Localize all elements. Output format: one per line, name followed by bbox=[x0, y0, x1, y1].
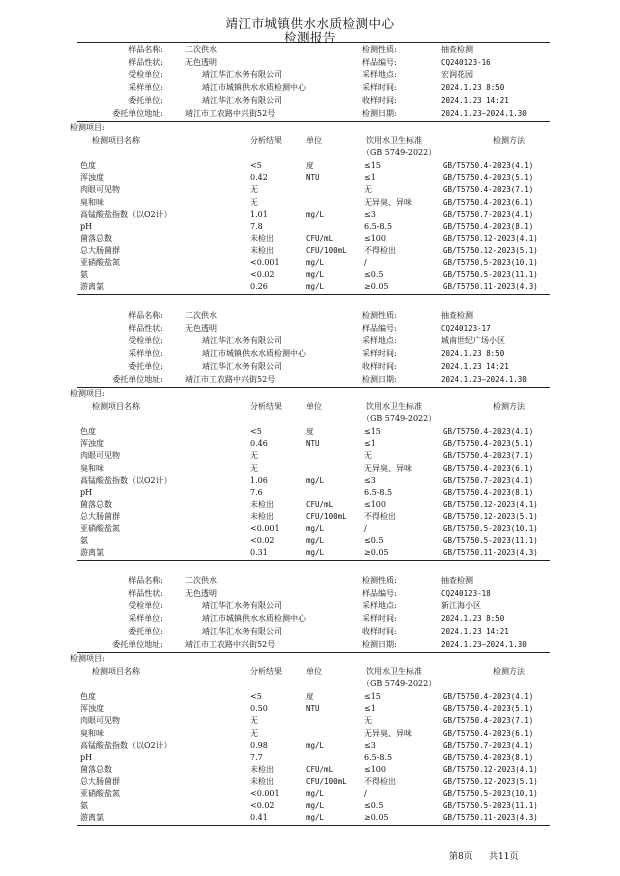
cell-standard: ≤3 bbox=[364, 209, 376, 219]
info-value-sample-name: 二次供水 bbox=[185, 45, 217, 54]
column-header-item: 检测项目名称 bbox=[92, 136, 140, 146]
cell-item-name: 菌落总数 bbox=[80, 233, 112, 243]
report-section bbox=[0, 575, 620, 825]
cell-item-name: pH bbox=[80, 752, 93, 762]
info-label-test-type: 检测性质: bbox=[362, 576, 397, 585]
cell-method: GB/T5750.5-2023(10.1) bbox=[443, 789, 538, 798]
info-value-sampling-site: 宏润花园 bbox=[441, 70, 473, 80]
cell-method: GB/T5750.5-2023(11.1) bbox=[443, 270, 538, 280]
cell-result: 无 bbox=[250, 185, 258, 195]
cell-unit: mg/L bbox=[306, 548, 325, 558]
cell-standard: ≤1 bbox=[364, 173, 376, 183]
info-label-client-unit: 委托单位: bbox=[128, 95, 163, 105]
column-header-method: 检测方法 bbox=[493, 136, 525, 146]
cell-result: 未检出 bbox=[250, 776, 274, 786]
column-header-standard: 饮用水卫生标准 bbox=[366, 667, 422, 677]
cell-result: 0.98 bbox=[250, 740, 268, 750]
column-header-method: 检测方法 bbox=[493, 402, 525, 412]
cell-standard: 无 bbox=[364, 716, 372, 726]
cell-method: GB/T5750.4-2023(5.1) bbox=[443, 704, 534, 714]
cell-result: 1.01 bbox=[250, 209, 268, 219]
cell-item-name: pH bbox=[80, 487, 93, 497]
cell-result: 7.7 bbox=[250, 752, 263, 762]
cell-item-name: 高锰酸盐指数（以O2计） bbox=[80, 209, 172, 219]
cell-item-name: 总大肠菌群 bbox=[80, 245, 120, 255]
cell-standard: 无 bbox=[364, 185, 372, 195]
info-label-sampling-unit: 采样单位: bbox=[128, 349, 163, 359]
cell-result: 无 bbox=[250, 716, 258, 726]
cell-standard: 无异臭、异味 bbox=[364, 197, 412, 207]
info-label-receive-time: 收样时间: bbox=[362, 626, 397, 636]
info-value-sample-trait: 无色透明 bbox=[185, 588, 217, 598]
cell-method: GB/T5750.4-2023(7.1) bbox=[443, 451, 534, 461]
cell-unit: NTU bbox=[306, 173, 320, 183]
info-value-test-type: 抽查检测 bbox=[441, 45, 473, 54]
cell-item-name: 色度 bbox=[80, 161, 96, 171]
page-number: 第8页 bbox=[449, 852, 473, 862]
cell-method: GB/T5750.7-2023(4.1) bbox=[443, 209, 534, 219]
info-label-sampling-unit: 采样单位: bbox=[128, 83, 163, 93]
info-value-inspected-unit: 靖江华汇水务有限公司 bbox=[202, 70, 282, 80]
cell-unit: mg/L bbox=[306, 282, 325, 292]
cell-result: 未检出 bbox=[250, 764, 274, 774]
column-header-standard-sub: （GB 5749-2022） bbox=[362, 414, 437, 424]
cell-result: <5 bbox=[250, 161, 262, 171]
info-value-receive-time: 2024.1.23 14:21 bbox=[441, 626, 509, 636]
info-label-sampling-time: 采样时间: bbox=[362, 349, 397, 359]
column-header-standard: 饮用水卫生标准 bbox=[366, 136, 422, 146]
cell-item-name: 总大肠菌群 bbox=[80, 776, 120, 786]
cell-method: GB/T5750.4-2023(7.1) bbox=[443, 185, 534, 195]
column-header-standard: 饮用水卫生标准 bbox=[366, 402, 422, 412]
cell-method: GB/T5750.12-2023(4.1) bbox=[443, 764, 538, 774]
report-header-subtitle: 检测报告 bbox=[283, 30, 336, 45]
cell-item-name: 浑浊度 bbox=[80, 173, 104, 183]
cell-unit: 度 bbox=[306, 692, 314, 702]
info-value-test-date: 2024.1.23—2024.1.30 bbox=[441, 108, 527, 118]
info-value-inspected-unit: 靖江华汇水务有限公司 bbox=[202, 601, 282, 611]
cell-standard: ≤15 bbox=[364, 427, 381, 437]
info-value-test-date: 2024.1.23—2024.1.30 bbox=[441, 639, 527, 649]
cell-unit: CFU/mL bbox=[306, 233, 334, 243]
cell-result: 未检出 bbox=[250, 511, 274, 521]
cell-standard: ≤0.5 bbox=[364, 536, 384, 546]
info-value-client-unit: 靖江华汇水务有限公司 bbox=[202, 626, 282, 636]
info-label-sampling-unit: 采样单位: bbox=[128, 614, 163, 624]
cell-item-name: 游离氯 bbox=[80, 813, 104, 823]
info-value-sample-trait: 无色透明 bbox=[185, 57, 217, 67]
cell-unit: 度 bbox=[306, 161, 314, 171]
column-header-unit: 单位 bbox=[306, 136, 322, 146]
cell-unit: mg/L bbox=[306, 270, 325, 280]
info-value-sample-no: CQ240123-17 bbox=[441, 323, 491, 333]
cell-standard: / bbox=[364, 789, 367, 798]
cell-standard: 无异臭、异味 bbox=[364, 728, 412, 738]
cell-item-name: 氨 bbox=[80, 270, 88, 280]
cell-item-name: 亚硝酸盐氮 bbox=[80, 789, 120, 798]
cell-method: GB/T5750.4-2023(4.1) bbox=[443, 427, 534, 437]
info-label-client-address: 委托单位地址: bbox=[112, 108, 163, 118]
info-label-sampling-site: 采样地点: bbox=[362, 601, 397, 611]
cell-item-name: 肉眼可见物 bbox=[80, 185, 120, 195]
info-value-sample-name: 二次供水 bbox=[185, 311, 217, 320]
info-label-sample-trait: 样品性状: bbox=[128, 323, 163, 333]
cell-standard: 无 bbox=[364, 451, 372, 461]
info-label-sample-name: 样品名称: bbox=[128, 311, 163, 320]
cell-method: GB/T5750.12-2023(5.1) bbox=[443, 776, 538, 786]
cell-item-name: 总大肠菌群 bbox=[80, 511, 120, 521]
info-value-client-address: 靖江市工农路中兴街52号 bbox=[185, 639, 276, 649]
info-value-sampling-time: 2024.1.23 8:50 bbox=[441, 83, 505, 93]
report-section bbox=[0, 310, 620, 560]
info-value-sample-trait: 无色透明 bbox=[185, 323, 217, 333]
info-label-inspected-unit: 受检单位: bbox=[128, 336, 163, 346]
info-label-sample-name: 样品名称: bbox=[128, 576, 163, 585]
cell-standard: ≤3 bbox=[364, 475, 376, 485]
section-divider bbox=[77, 825, 550, 826]
info-value-client-address: 靖江市工农路中兴街52号 bbox=[185, 108, 276, 118]
cell-standard: ≥0.05 bbox=[364, 813, 389, 823]
info-label-sample-no: 样品编号: bbox=[362, 588, 397, 598]
cell-method: GB/T5750.5-2023(11.1) bbox=[443, 536, 538, 546]
cell-item-name: 肉眼可见物 bbox=[80, 716, 120, 726]
cell-standard: ≤100 bbox=[364, 233, 386, 243]
cell-item-name: 臭和味 bbox=[80, 463, 104, 473]
cell-standard: 不得检出 bbox=[364, 776, 396, 786]
info-divider bbox=[77, 387, 550, 388]
column-header-result: 分析结果 bbox=[250, 402, 282, 412]
cell-result: 0.31 bbox=[250, 548, 268, 558]
cell-standard: / bbox=[364, 524, 367, 533]
cell-item-name: 肉眼可见物 bbox=[80, 451, 120, 461]
cell-standard: ≥0.05 bbox=[364, 548, 389, 558]
info-value-receive-time: 2024.1.23 14:21 bbox=[441, 95, 509, 105]
cell-item-name: 游离氯 bbox=[80, 548, 104, 558]
cell-standard: ≤0.5 bbox=[364, 801, 384, 811]
cell-result: 0.42 bbox=[250, 173, 268, 183]
info-label-receive-time: 收样时间: bbox=[362, 361, 397, 371]
info-label-test-type: 检测性质: bbox=[362, 45, 397, 54]
cell-method: GB/T5750.4-2023(8.1) bbox=[443, 487, 534, 497]
column-header-standard-sub: （GB 5749-2022） bbox=[362, 148, 437, 158]
cell-item-name: 亚硝酸盐氮 bbox=[80, 524, 120, 533]
cell-unit: NTU bbox=[306, 704, 320, 714]
cell-method: GB/T5750.12-2023(5.1) bbox=[443, 511, 538, 521]
cell-method: GB/T5750.12-2023(5.1) bbox=[443, 245, 538, 255]
cell-result: 0.50 bbox=[250, 704, 268, 714]
info-value-inspected-unit: 靖江华汇水务有限公司 bbox=[202, 336, 282, 346]
cell-result: <0.001 bbox=[250, 524, 280, 533]
info-value-sampling-unit: 靖江市城镇供水水质检测中心 bbox=[202, 614, 306, 624]
cell-unit: mg/L bbox=[306, 740, 325, 750]
info-label-client-address: 委托单位地址: bbox=[112, 639, 163, 649]
cell-item-name: 浑浊度 bbox=[80, 439, 104, 449]
cell-item-name: 臭和味 bbox=[80, 728, 104, 738]
info-label-sample-name: 样品名称: bbox=[128, 45, 163, 54]
cell-result: 0.41 bbox=[250, 813, 268, 823]
cell-unit: mg/L bbox=[306, 209, 325, 219]
info-label-inspected-unit: 受检单位: bbox=[128, 601, 163, 611]
info-label-client-unit: 委托单位: bbox=[128, 361, 163, 371]
cell-method: GB/T5750.4-2023(6.1) bbox=[443, 197, 534, 207]
info-label-sample-no: 样品编号: bbox=[362, 57, 397, 67]
cell-unit: mg/L bbox=[306, 801, 325, 811]
page-total: 共11页 bbox=[489, 852, 519, 862]
cell-item-name: 臭和味 bbox=[80, 197, 104, 207]
cell-item-name: pH bbox=[80, 221, 93, 231]
info-divider bbox=[77, 121, 550, 122]
cell-item-name: 色度 bbox=[80, 427, 96, 437]
items-heading: 检测项目: bbox=[70, 654, 105, 664]
info-label-sampling-time: 采样时间: bbox=[362, 83, 397, 93]
section-divider bbox=[77, 294, 550, 295]
cell-method: GB/T5750.11-2023(4.3) bbox=[443, 813, 538, 823]
cell-standard: ≥0.05 bbox=[364, 282, 389, 292]
cell-standard: ≤100 bbox=[364, 764, 386, 774]
cell-method: GB/T5750.4-2023(8.1) bbox=[443, 752, 534, 762]
cell-unit: CFU/100mL bbox=[306, 511, 347, 521]
cell-standard: / bbox=[364, 258, 367, 267]
cell-item-name: 菌落总数 bbox=[80, 764, 112, 774]
info-value-test-type: 抽查检测 bbox=[441, 311, 473, 320]
cell-unit: mg/L bbox=[306, 524, 325, 533]
cell-result: 0.46 bbox=[250, 439, 268, 449]
cell-result: 未检出 bbox=[250, 233, 274, 243]
cell-method: GB/T5750.4-2023(5.1) bbox=[443, 173, 534, 183]
cell-standard: 无异臭、异味 bbox=[364, 463, 412, 473]
section-divider bbox=[77, 560, 550, 561]
cell-method: GB/T5750.4-2023(6.1) bbox=[443, 463, 534, 473]
column-header-method: 检测方法 bbox=[493, 667, 525, 677]
cell-result: 无 bbox=[250, 451, 258, 461]
cell-method: GB/T5750.4-2023(8.1) bbox=[443, 221, 534, 231]
report-section bbox=[0, 44, 620, 294]
cell-result: <5 bbox=[250, 692, 262, 702]
cell-unit: mg/L bbox=[306, 789, 325, 798]
cell-result: <0.02 bbox=[250, 801, 275, 811]
cell-standard: 6.5-8.5 bbox=[364, 752, 393, 762]
info-value-sample-no: CQ240123-16 bbox=[441, 57, 491, 67]
info-label-sample-trait: 样品性状: bbox=[128, 57, 163, 67]
cell-unit: mg/L bbox=[306, 536, 325, 546]
info-value-client-unit: 靖江华汇水务有限公司 bbox=[202, 361, 282, 371]
cell-standard: 不得检出 bbox=[364, 511, 396, 521]
items-heading: 检测项目: bbox=[70, 389, 105, 399]
cell-result: 0.26 bbox=[250, 282, 268, 292]
cell-standard: ≤0.5 bbox=[364, 270, 384, 280]
info-value-test-date: 2024.1.23—2024.1.30 bbox=[441, 374, 527, 384]
cell-standard: ≤1 bbox=[364, 439, 376, 449]
info-value-test-type: 抽查检测 bbox=[441, 576, 473, 585]
cell-method: GB/T5750.5-2023(10.1) bbox=[443, 524, 538, 533]
cell-method: GB/T5750.12-2023(4.1) bbox=[443, 233, 538, 243]
cell-unit: CFU/mL bbox=[306, 499, 334, 509]
cell-result: 无 bbox=[250, 728, 258, 738]
cell-standard: 6.5-8.5 bbox=[364, 221, 393, 231]
info-divider bbox=[77, 652, 550, 653]
column-header-unit: 单位 bbox=[306, 402, 322, 412]
info-value-sample-no: CQ240123-18 bbox=[441, 588, 491, 598]
cell-item-name: 氨 bbox=[80, 536, 88, 546]
info-label-sampling-site: 采样地点: bbox=[362, 336, 397, 346]
cell-result: 未检出 bbox=[250, 245, 274, 255]
cell-item-name: 游离氯 bbox=[80, 282, 104, 292]
cell-item-name: 菌落总数 bbox=[80, 499, 112, 509]
cell-result: <0.02 bbox=[250, 270, 275, 280]
info-label-sample-trait: 样品性状: bbox=[128, 588, 163, 598]
cell-result: <5 bbox=[250, 427, 262, 437]
info-value-sampling-site: 新江海小区 bbox=[441, 601, 481, 611]
cell-result: <0.001 bbox=[250, 789, 280, 798]
cell-unit: CFU/100mL bbox=[306, 776, 347, 786]
info-value-sampling-time: 2024.1.23 8:50 bbox=[441, 349, 505, 359]
column-header-result: 分析结果 bbox=[250, 667, 282, 677]
cell-method: GB/T5750.5-2023(11.1) bbox=[443, 801, 538, 811]
cell-item-name: 亚硝酸盐氮 bbox=[80, 258, 120, 267]
info-label-receive-time: 收样时间: bbox=[362, 95, 397, 105]
cell-method: GB/T5750.7-2023(4.1) bbox=[443, 740, 534, 750]
cell-unit: CFU/100mL bbox=[306, 245, 347, 255]
cell-standard: ≤100 bbox=[364, 499, 386, 509]
cell-standard: 不得检出 bbox=[364, 245, 396, 255]
cell-method: GB/T5750.11-2023(4.3) bbox=[443, 548, 538, 558]
cell-result: <0.001 bbox=[250, 258, 280, 267]
info-label-test-date: 检测日期: bbox=[362, 374, 397, 384]
cell-item-name: 高锰酸盐指数（以O2计） bbox=[80, 475, 172, 485]
info-value-sampling-time: 2024.1.23 8:50 bbox=[441, 614, 505, 624]
cell-result: 7.8 bbox=[250, 221, 263, 231]
column-header-standard-sub: （GB 5749-2022） bbox=[362, 679, 437, 689]
cell-result: <0.02 bbox=[250, 536, 275, 546]
info-label-sample-no: 样品编号: bbox=[362, 323, 397, 333]
cell-result: 无 bbox=[250, 463, 258, 473]
cell-standard: ≤15 bbox=[364, 692, 381, 702]
info-label-client-address: 委托单位地址: bbox=[112, 374, 163, 384]
info-label-sampling-time: 采样时间: bbox=[362, 614, 397, 624]
info-value-sampling-unit: 靖江市城镇供水水质检测中心 bbox=[202, 349, 306, 359]
info-label-test-date: 检测日期: bbox=[362, 108, 397, 118]
cell-standard: ≤15 bbox=[364, 161, 381, 171]
cell-method: GB/T5750.4-2023(7.1) bbox=[443, 716, 534, 726]
cell-method: GB/T5750.5-2023(10.1) bbox=[443, 258, 538, 267]
info-label-sampling-site: 采样地点: bbox=[362, 70, 397, 80]
header-divider bbox=[77, 42, 550, 43]
items-heading: 检测项目: bbox=[70, 123, 105, 133]
cell-unit: mg/L bbox=[306, 258, 325, 267]
cell-method: GB/T5750.7-2023(4.1) bbox=[443, 475, 534, 485]
column-header-result: 分析结果 bbox=[250, 136, 282, 146]
info-value-sampling-site: 城南世纪广场小区 bbox=[441, 336, 505, 346]
cell-method: GB/T5750.4-2023(4.1) bbox=[443, 692, 534, 702]
cell-result: 无 bbox=[250, 197, 258, 207]
cell-method: GB/T5750.4-2023(5.1) bbox=[443, 439, 534, 449]
cell-method: GB/T5750.4-2023(6.1) bbox=[443, 728, 534, 738]
cell-unit: 度 bbox=[306, 427, 314, 437]
cell-method: GB/T5750.11-2023(4.3) bbox=[443, 282, 538, 292]
column-header-item: 检测项目名称 bbox=[92, 667, 140, 677]
cell-method: GB/T5750.12-2023(4.1) bbox=[443, 499, 538, 509]
info-label-test-type: 检测性质: bbox=[362, 311, 397, 320]
cell-result: 未检出 bbox=[250, 499, 274, 509]
cell-unit: CFU/mL bbox=[306, 764, 334, 774]
info-label-inspected-unit: 受检单位: bbox=[128, 70, 163, 80]
column-header-unit: 单位 bbox=[306, 667, 322, 677]
cell-item-name: 高锰酸盐指数（以O2计） bbox=[80, 740, 172, 750]
cell-unit: mg/L bbox=[306, 813, 325, 823]
info-value-client-unit: 靖江华汇水务有限公司 bbox=[202, 95, 282, 105]
cell-item-name: 色度 bbox=[80, 692, 96, 702]
info-label-client-unit: 委托单位: bbox=[128, 626, 163, 636]
info-label-test-date: 检测日期: bbox=[362, 639, 397, 649]
cell-standard: ≤3 bbox=[364, 740, 376, 750]
info-value-sampling-unit: 靖江市城镇供水水质检测中心 bbox=[202, 83, 306, 93]
cell-standard: 6.5-8.5 bbox=[364, 487, 393, 497]
report-header-title: 靖江市城镇供水水质检测中心 bbox=[225, 16, 395, 31]
info-value-receive-time: 2024.1.23 14:21 bbox=[441, 361, 509, 371]
info-value-sample-name: 二次供水 bbox=[185, 576, 217, 585]
cell-item-name: 浑浊度 bbox=[80, 704, 104, 714]
column-header-item: 检测项目名称 bbox=[92, 402, 140, 412]
cell-method: GB/T5750.4-2023(4.1) bbox=[443, 161, 534, 171]
info-value-client-address: 靖江市工农路中兴街52号 bbox=[185, 374, 276, 384]
cell-unit: mg/L bbox=[306, 475, 325, 485]
cell-unit: NTU bbox=[306, 439, 320, 449]
cell-standard: ≤1 bbox=[364, 704, 376, 714]
cell-result: 7.6 bbox=[250, 487, 263, 497]
cell-result: 1.06 bbox=[250, 475, 268, 485]
cell-item-name: 氨 bbox=[80, 801, 88, 811]
